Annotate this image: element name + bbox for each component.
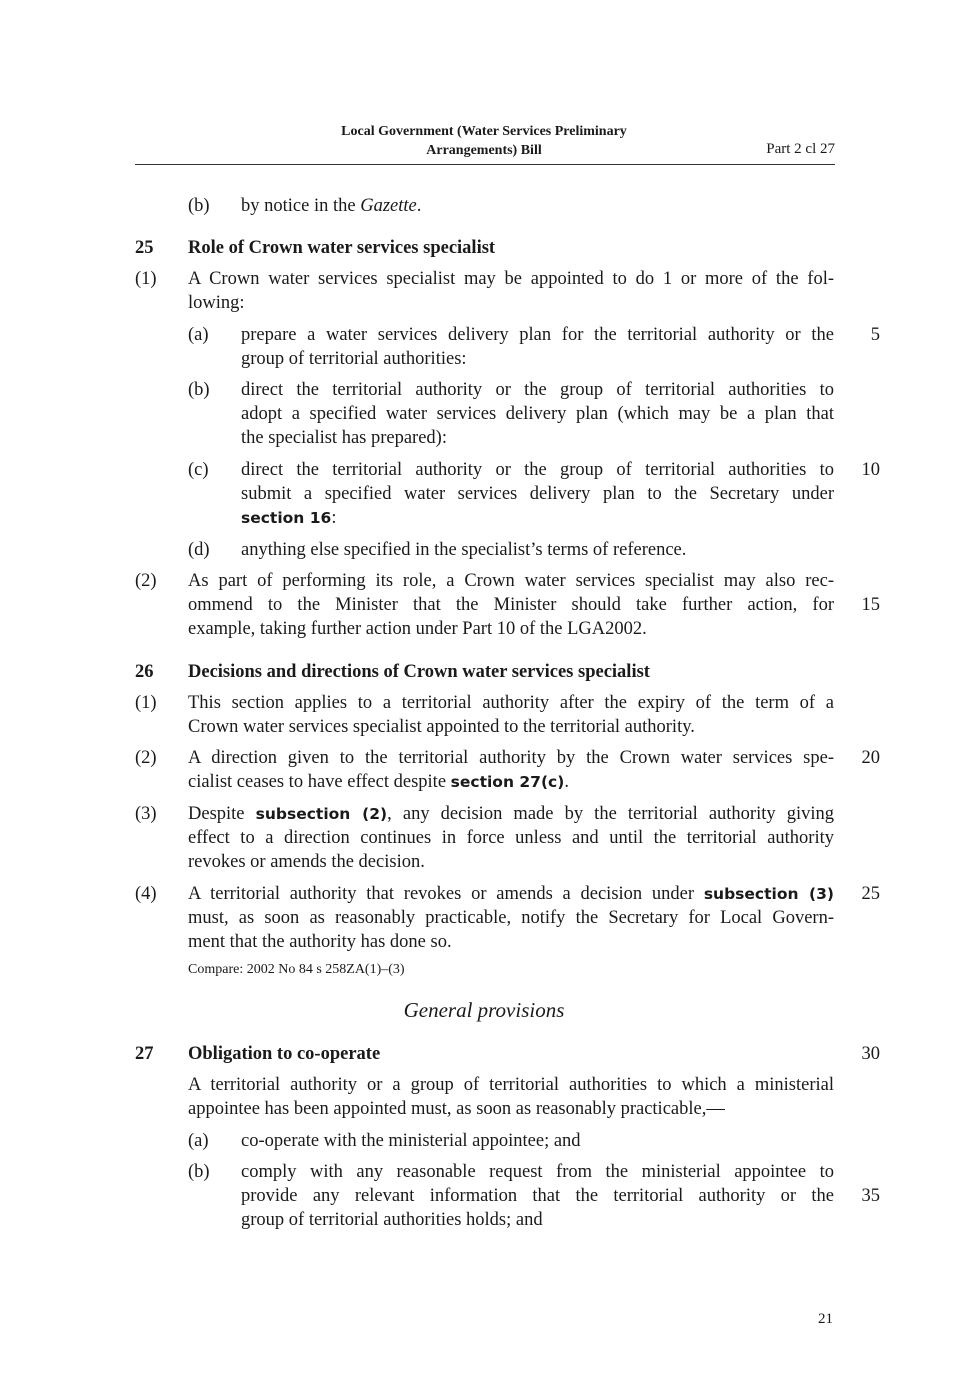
paragraph-label: (b) [188, 380, 210, 400]
paragraph-label: (c) [188, 460, 209, 480]
subsection-label: (1) [135, 269, 157, 289]
compare-note: Compare: 2002 No 84 s 258ZA(1)–(3) [188, 962, 405, 977]
text-line: prepare a water services delivery plan for the territorial authority or the [241, 325, 834, 345]
paragraph-label: (a) [188, 1131, 209, 1151]
text-line: A Crown water services specialist may be appointed to do 1 or more of the fol- [188, 269, 834, 289]
line-number: 35 [861, 1186, 880, 1206]
cross-reference: section 27(c) [450, 773, 565, 791]
text-line: cialist ceases to have effect despite section 27(c). [188, 772, 569, 792]
text-line: Crown water services specialist appointed to the territorial authority. [188, 717, 695, 737]
text-line: effect to a direction continues in force unless and until the territorial authority [188, 828, 834, 848]
text-line: anything else specified in the specialist’s terms of reference. [241, 540, 687, 560]
section-27-heading: Obligation to co-operate [188, 1044, 381, 1064]
paragraph-label: (d) [188, 540, 210, 560]
text-line: example, taking further action under Part 10 of the LGA2002. [188, 619, 647, 639]
text-line: As part of performing its role, a Crown water services specialist may also rec- [188, 571, 834, 591]
text-line: revokes or amends the decision. [188, 852, 425, 872]
text-line: Despite subsection (2), any decision made by the territorial authority giving [188, 804, 835, 824]
line-number: 15 [861, 595, 880, 615]
text-line: A territorial authority or a group of territorial authorities to which a ministerial [188, 1075, 834, 1095]
text-line: section 16: [241, 508, 337, 528]
text-line: direct the territorial authority or the group of territorial authorities to [241, 380, 834, 400]
text-line: group of territorial authorities: [241, 349, 467, 369]
subsection-label: (4) [135, 884, 157, 904]
text-line: This section applies to a territorial authority after the expiry of the term of a [188, 693, 834, 713]
header-title-line-2: Arrangements) Bill [426, 143, 542, 158]
item-label: (b) [188, 196, 210, 216]
subsection-label: (3) [135, 804, 157, 824]
text-line: adopt a specified water services delivery plan (which may be a plan that [241, 404, 834, 424]
subsection-label: (2) [135, 748, 157, 768]
section-27-number: 27 [135, 1044, 154, 1064]
line-number: 30 [861, 1044, 880, 1064]
text-line: co-operate with the ministerial appointee; and [241, 1131, 581, 1151]
text-line: the specialist has prepared): [241, 428, 447, 448]
line-number: 25 [861, 884, 880, 904]
text-line: direct the territorial authority or the group of territorial authorities to [241, 460, 834, 480]
text-line: comply with any reasonable request from the ministerial appointee to [241, 1162, 834, 1182]
line-number: 10 [861, 460, 880, 480]
section-26-heading: Decisions and directions of Crown water services specialist [188, 662, 650, 682]
text-line: group of territorial authorities holds; and [241, 1210, 543, 1230]
line-number: 20 [861, 748, 880, 768]
header-part-ref: Part 2 cl 27 [766, 141, 835, 157]
part-subheading: General provisions [403, 998, 565, 1022]
section-26-number: 26 [135, 662, 154, 682]
item-text: by notice in the Gazette. [241, 196, 422, 216]
page-number: 21 [818, 1311, 833, 1327]
text-line: provide any relevant information that the territorial authority or the [241, 1186, 834, 1206]
text-line: A direction given to the territorial authority by the Crown water services spe- [188, 748, 834, 768]
text-line: submit a specified water services delivery plan to the Secretary under [241, 484, 834, 504]
text-line: appointee has been appointed must, as soon as reasonably practicable,— [188, 1099, 725, 1119]
text-line: A territorial authority that revokes or amends a decision under subsection (3) [188, 884, 834, 904]
subsection-label: (2) [135, 571, 157, 591]
text-line: lowing: [188, 293, 245, 313]
cross-reference: subsection (3) [703, 885, 834, 903]
paragraph-label: (a) [188, 325, 209, 345]
cross-reference: subsection (2) [255, 805, 388, 823]
line-number: 5 [870, 325, 880, 345]
header-title-line-1: Local Government (Water Services Preliminary [341, 124, 627, 139]
section-25-number: 25 [135, 238, 154, 258]
header-rule [135, 164, 835, 165]
section-25-heading: Role of Crown water services specialist [188, 238, 496, 258]
text-line: ment that the authority has done so. [188, 932, 452, 952]
cross-reference: section 16 [241, 509, 332, 527]
paragraph-label: (b) [188, 1162, 210, 1182]
subsection-label: (1) [135, 693, 157, 713]
text-line: ommend to the Minister that the Minister should take further action, for [188, 595, 834, 615]
text-line: must, as soon as reasonably practicable, notify the Secretary for Local Govern- [188, 908, 834, 928]
